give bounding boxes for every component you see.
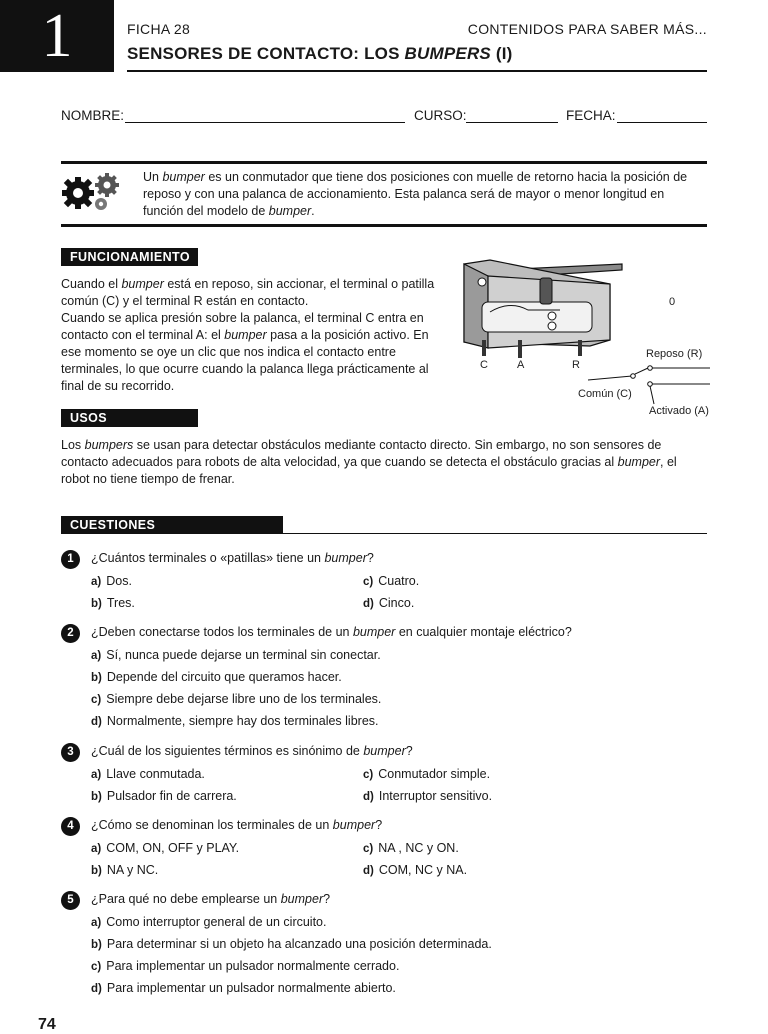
activado-label: Activado (A) (649, 405, 709, 417)
funcionamiento-paragraph-1: Cuando el bumper está en reposo, sin accionar, el terminal o patilla común (C) y el terminal R están en contacto. (61, 277, 435, 308)
option-a[interactable]: a) Dos. (91, 574, 132, 588)
nombre-field[interactable] (125, 122, 405, 123)
option-b[interactable]: b) NA y NC. (91, 863, 159, 877)
unit-number-box (0, 0, 114, 72)
option-b[interactable]: b) Tres. (91, 596, 135, 610)
question-number: 5 (61, 891, 80, 910)
option-c[interactable]: c) Cuatro. (363, 574, 420, 588)
pin-c-label: C (480, 359, 488, 371)
usos-text: Los bumpers se usan para detectar obstáculos mediante contacto directo. Sin embargo, no son sensores de contacto adecuados para robots de alta velocidad, ya que cuando se detecta el obstáculo gracias al bumper, el robot no tiene tiempo de frenar. (61, 438, 677, 486)
cuestiones-heading: CUESTIONES (61, 516, 283, 534)
page-number: 74 (38, 1016, 56, 1033)
student-info-row (61, 108, 707, 126)
info-top-rule (61, 161, 707, 164)
definition-text: Un bumper es un conmutador que tiene dos posiciones con muelle de retorno hacia la posición de reposo y con una palanca de accionamiento. Esta palanca será de mayor o menor longitud en función del modelo de bumper. (143, 170, 688, 218)
question-text: ¿Cuál de los siguientes términos es sinónimo de bumper? (91, 744, 413, 758)
comun-label: Común (C) (578, 388, 632, 400)
fecha-field[interactable] (617, 122, 707, 123)
unit-number: 1 (41, 2, 73, 70)
option-a[interactable]: a) COM, ON, OFF y PLAY. (91, 841, 240, 855)
option-b[interactable]: b) Para determinar si un objeto ha alcanzado una posición determinada. (91, 937, 492, 951)
info-bottom-rule (61, 224, 707, 227)
question-number: 4 (61, 817, 80, 836)
title-rule (127, 70, 707, 72)
section-label: CONTENIDOS PARA SABER MÁS... (467, 21, 707, 37)
funcionamiento-paragraph-2: Cuando se aplica presión sobre la palanca, el terminal C entra en contacto con el terminal A: el bumper pasa a la posición activo. En ese momento se oye un clic que nos indica el contacto entre terminales, lo que ocurre cuando la palanca llega prácticamente al final de su recorrido. (61, 311, 429, 393)
question-text: ¿Para qué no debe emplearse un bumper? (91, 892, 331, 906)
bumper-diagram (460, 256, 715, 421)
ficha-label: FICHA 28 (127, 21, 191, 37)
fecha-label: FECHA: (566, 108, 616, 123)
nombre-label: NOMBRE: (61, 108, 125, 123)
option-a[interactable]: a) Llave conmutada. (91, 767, 205, 781)
option-b[interactable]: b) Pulsador fin de carrera. (91, 789, 237, 803)
funcionamiento-heading: FUNCIONAMIENTO (61, 248, 198, 266)
option-d[interactable]: d) COM, NC y NA. (363, 863, 468, 877)
funcionamiento-text (61, 276, 441, 395)
pin-a-label: A (517, 359, 525, 371)
option-d[interactable]: d) Normalmente, siempre hay dos terminales libres. (91, 714, 379, 728)
option-d[interactable]: d) Cinco. (363, 596, 415, 610)
usos-heading: USOS (61, 409, 198, 427)
option-d[interactable]: d) Interruptor sensitivo. (363, 789, 493, 803)
option-b[interactable]: b) Depende del circuito que queramos hacer. (91, 670, 342, 684)
question-number: 1 (61, 550, 80, 569)
pin-r-label: R (572, 359, 580, 371)
option-c[interactable]: c) Para implementar un pulsador normalmente cerrado. (91, 959, 400, 973)
page-title: SENSORES DE CONTACTO: LOS BUMPERS (I) (127, 44, 513, 63)
zero-label: 0 (669, 296, 676, 308)
option-a[interactable]: a) Sí, nunca puede dejarse un terminal sin conectar. (91, 648, 381, 662)
question-text: ¿Deben conectarse todos los terminales de un bumper en cualquier montaje eléctrico? (91, 625, 572, 639)
gears-icon (61, 172, 125, 212)
option-c[interactable]: c) Siempre debe dejarse libre uno de los terminales. (91, 692, 382, 706)
option-a[interactable]: a) Como interruptor general de un circuito. (91, 915, 327, 929)
reposo-label: Reposo (R) (646, 348, 703, 360)
question-text: ¿Cómo se denominan los terminales de un bumper? (91, 818, 383, 832)
option-c[interactable]: c) NA , NC y ON. (363, 841, 459, 855)
curso-field[interactable] (466, 122, 558, 123)
question-text: ¿Cuántos terminales o «patillas» tiene un bumper? (91, 551, 374, 565)
option-c[interactable]: c) Conmutador simple. (363, 767, 491, 781)
question-number: 2 (61, 624, 80, 643)
curso-label: CURSO: (414, 108, 467, 123)
option-d[interactable]: d) Para implementar un pulsador normalmente abierto. (91, 981, 396, 995)
cuestiones-rule (61, 533, 707, 534)
question-number: 3 (61, 743, 80, 762)
